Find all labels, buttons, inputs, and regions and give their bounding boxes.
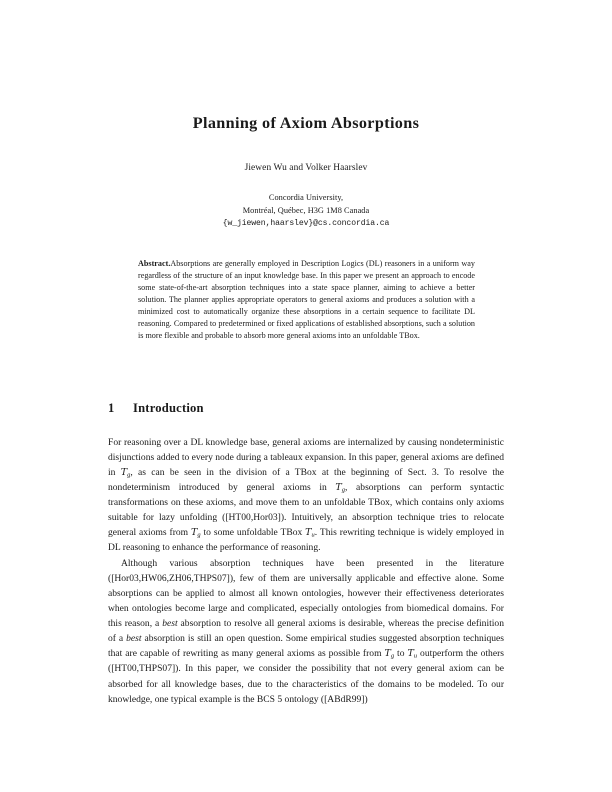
paragraph-intro-p1: For reasoning over a DL knowledge base, general axioms are internalized by causing nondeterministic disjunctions added to every node during a tableaux expansion. In this paper, general axioms are defined in $T_g$, as can be seen in the division of a TBox at the beginning of Sect. 3. To resolve the nondeterminism introduced by general axioms in $T_g$, absorptions can perform syntactic transformations on these axioms, and move them to an unfoldable TBox, which contains only axioms suitable for lazy unfolding ([HT00,Hor03]). Intuitively, an absorption technique tries to relocate general axioms from $T_g$ to some unfoldable TBox $T_u$. This rewriting technique is widely employed in DL reasoning to enhance the performance of reasoning. [108, 436, 504, 554]
paragraph-intro-p2: Although various absorption techniques have been presented in the literature ([Hor03,HW06,ZH06,THPS07]), few of them are universally applicable and effective alone. Some absorptions can be applied to almost all known ontologies, however their effectiveness deteriorates when ontologies become large and complicated, especially ontologies from biomedical domains. For this reason, a best absorption to resolve all general axioms is desirable, whereas the precise definition of a best absorption is still an open question. Some empirical studies suggested absorption techniques that are capable of rewriting as many general axioms as possible from $T_g$ to $T_u$ outperform the others ([HT00,THPS07]). In this paper, we consider the possibility that not every general axiom can be absorbed for all knowledge bases, due to the characteristics of the domains to be modeled. To our knowledge, one typical example is the BCS 5 ontology ([ABdR99]) [108, 557, 504, 705]
section-title: Introduction [133, 400, 204, 415]
citation-reference[interactable]: [HT00,THPS07] [111, 663, 176, 675]
abstract-heading: Abstract. [138, 258, 171, 268]
affiliation-block [108, 192, 504, 217]
citation-reference[interactable]: [ABdR99] [324, 693, 365, 705]
math-symbol: $T_g$ [335, 481, 346, 494]
page-content-column [108, 0, 504, 707]
math-symbol: $T_u$ [407, 648, 418, 660]
contact-email: {w_jiewen,haarslev}@cs.concordia.ca [222, 218, 390, 228]
body-text [108, 435, 504, 707]
math-symbol: $T_u$ [305, 527, 315, 539]
citation-reference[interactable]: [Hor03,HW06,ZH06,THPS07] [111, 572, 230, 584]
abstract-body: Absorptions are generally employed in Description Logics (DL) reasoners in a uniform way regardless of the structure of an input knowledge base. In this paper we present an approach to encode some state-of-the-art absorption techniques into a state space planner, aiming to achieve a better solution. The planner applies appropriate operators to general axioms and produces a solution with a minimized cost to automatically organize these absorptions in a certain sequence to facilitate DL reasoning. Compared to predetermined or fixed applications of established absorptions, such a solution is more flexible and probable to absorb more general axioms into an unfoldable TBox. [138, 258, 475, 341]
author-list: Jiewen Wu and Volker Haarslev [244, 163, 368, 174]
emphasis-text: best [162, 618, 178, 630]
citation-reference[interactable]: [HT00,Hor03] [225, 512, 281, 524]
math-symbol: $T_g$ [191, 527, 201, 539]
section-number: 1 [108, 400, 115, 415]
emphasis-text: best [126, 633, 142, 645]
abstract-block [138, 258, 475, 343]
math-symbol: $T_g$ [120, 466, 131, 479]
affiliation-address: Montréal, Québec, H3G 1M8 Canada [242, 206, 370, 216]
affiliation-institution: Concordia University, [268, 193, 344, 203]
section-heading-introduction [108, 343, 504, 416]
page-title: Planning of Axiom Absorptions [192, 114, 420, 132]
math-symbol: $T_g$ [384, 648, 395, 660]
